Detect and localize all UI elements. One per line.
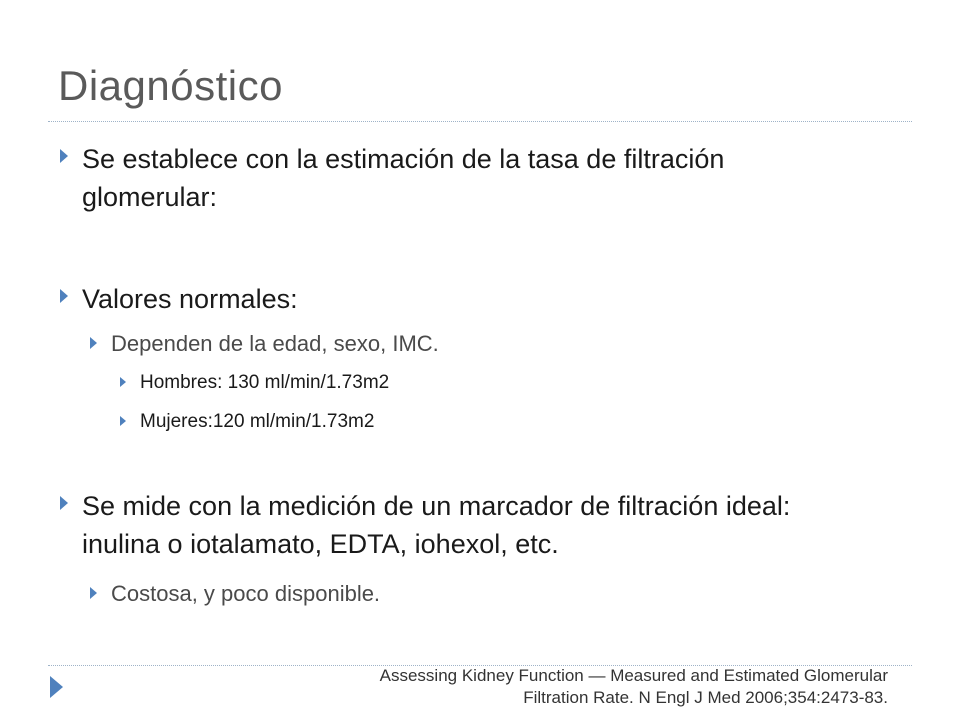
citation-line-2: Filtration Rate. N Engl J Med 2006;354:2473-83. <box>523 688 888 707</box>
bullet-normal-values <box>60 280 850 318</box>
sub-bullet-arrow-icon <box>90 587 97 599</box>
sub-bullet-depends <box>90 330 850 358</box>
sub-sub-bullet-men <box>120 372 820 394</box>
sub-sub-bullet-text: Mujeres:120 ml/min/1.73m2 <box>140 411 375 432</box>
sub-sub-bullet-text: Hombres: 130 ml/min/1.73m2 <box>140 372 390 393</box>
bullet-arrow-icon <box>60 149 68 163</box>
bullet-measurement <box>60 487 860 563</box>
bullet-arrow-icon <box>60 496 68 510</box>
sub-bullet-text: Dependen de la edad, sexo, IMC. <box>111 331 439 356</box>
bullet-arrow-icon <box>60 289 68 303</box>
sub-sub-bullet-arrow-icon <box>120 416 126 426</box>
sub-bullet-arrow-icon <box>90 337 97 349</box>
bullet-text: Se establece con la estimación de la tasa de filtración glomerular: <box>82 144 725 212</box>
sub-sub-bullet-women <box>120 411 820 433</box>
citation <box>328 665 888 709</box>
title-divider <box>48 121 912 122</box>
sub-sub-bullet-arrow-icon <box>120 377 126 387</box>
bullet-estimation <box>60 140 850 216</box>
footer-triangle-icon <box>50 676 63 698</box>
bullet-text: Se mide con la medición de un marcador de filtración ideal: inulina o iotalamato, EDTA, iohexol, etc. <box>82 491 791 559</box>
slide-title: Diagnóstico <box>58 62 283 109</box>
sub-bullet-text: Costosa, y poco disponible. <box>111 581 381 606</box>
citation-line-1: Assessing Kidney Function — Measured and Estimated Glomerular <box>379 666 888 685</box>
bullet-text: Valores normales: <box>82 284 298 314</box>
sub-bullet-costly <box>90 580 850 608</box>
